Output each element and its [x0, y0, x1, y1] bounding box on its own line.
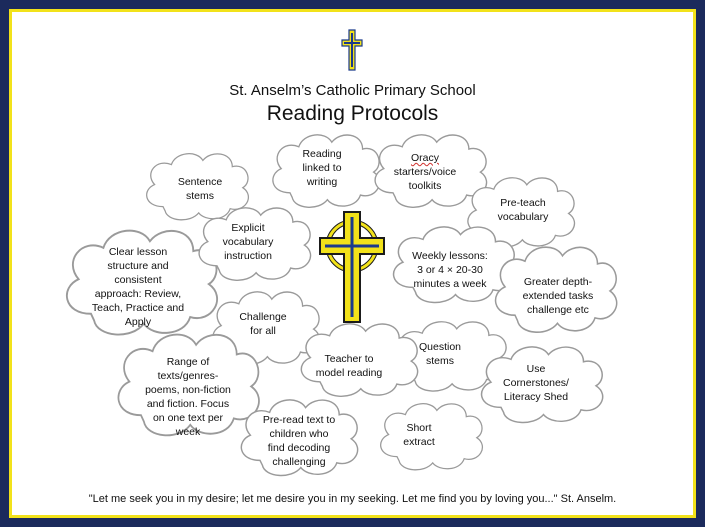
cloud-label-sentence-stems: Sentence stems	[177, 176, 223, 202]
cloud-label-reading-linked: Reading linked to writing	[302, 148, 342, 188]
central-cross-icon	[320, 212, 384, 322]
cloud-label-oracy	[380, 151, 470, 193]
cloud-label-pre-teach: Pre-teach vocabulary	[497, 197, 549, 223]
oracy-word: Oracy	[410, 152, 439, 164]
cloud-label-use-cornerstones: Use Cornerstones/ Literacy Shed	[503, 363, 569, 403]
small-cross-icon	[342, 30, 362, 70]
cloud-label-clear-lesson: Clear lesson structure and consistent approach: Review, Teach, Practice and Apply	[91, 246, 185, 328]
cloud-label-weekly-lessons: Weekly lessons: 3 or 4 × 20-30 minutes a week	[412, 250, 488, 290]
cloud-label-teacher-model: Teacher to model reading	[315, 353, 383, 379]
page-title: Reading Protocols	[266, 102, 439, 125]
oracy-rest: starters/voice toolkits	[393, 166, 457, 192]
cloud-label-greater-depth: Greater depth- extended tasks challenge etc	[522, 276, 594, 316]
footer-quote: "Let me seek you in my desire; let me desire you in my seeking. Let me find you by loving you..." St. Anselm.	[88, 493, 617, 505]
cloud-label-explicit-vocab: Explicit vocabulary instruction	[222, 222, 274, 262]
cloud-label-short-extract: Short extract	[403, 422, 435, 448]
cloud-label-challenge-all: Challenge for all	[239, 311, 287, 337]
school-name: St. Anselm’s Catholic Primary School	[229, 82, 476, 99]
cloud-label-question-stems: Question stems	[418, 341, 462, 367]
cloud-label-range-texts: Range of texts/genres- poems, non-fiction and fiction. Focus on one text per week	[145, 356, 231, 438]
cloud-label-pre-read: Pre-read text to children who find decoding challenging	[262, 414, 336, 468]
